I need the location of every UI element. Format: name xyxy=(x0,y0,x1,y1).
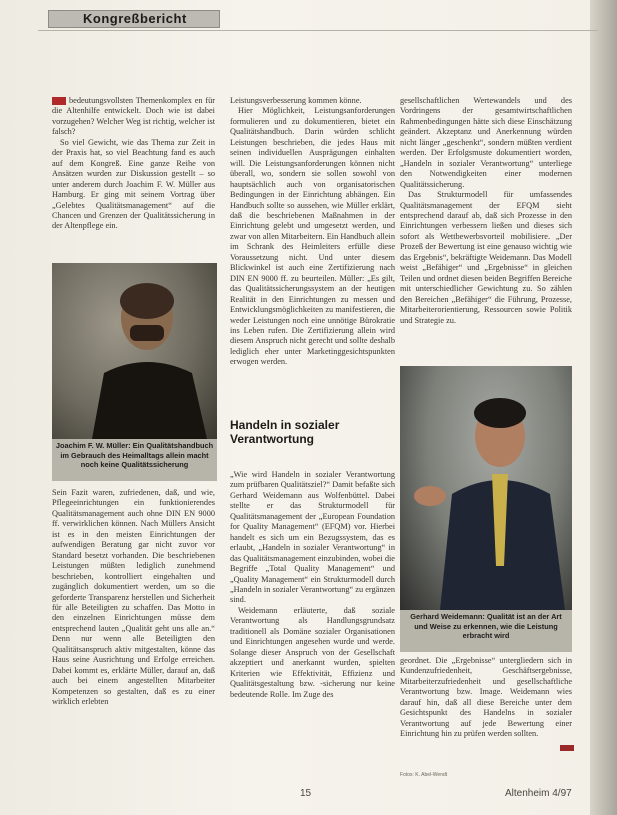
portrait-illustration xyxy=(52,263,217,439)
photo-credit: Fotos: K. Abel-Wendt xyxy=(400,772,448,778)
section-header xyxy=(48,10,220,28)
speaker-photo-weidemann xyxy=(400,366,572,610)
column-1-continuation xyxy=(52,488,215,708)
speaker-illustration xyxy=(400,366,572,610)
column-3-lower-text xyxy=(400,656,572,740)
col3-paragraph-1: gesellschaftlichen Wertewandels und des Vordringens der gesamtwirtschaftlichen Rahmenbedingungen hätte sich diese Einschätzung geändert. Akzeptanz und Anerkennung würden nicht länger „geschenkt“, sondern müßten verdient werden. Der Erfolgsmuste dokumentiert worden, „Handeln in sozialer Verantwortung“ unterliege den Notwendigkeiten einer modernen Qualitätssicherung. xyxy=(400,96,572,189)
col2b-paragraph-2: Weidemann erläuterte, daß soziale Verantwortung als Handlungsgrundsatz traditionell als Domäne sozialer Organisationen und Einrichtungen angesehen wurde und werde. Solange dieser Anspruch von der Gesellschaft akzeptiert und anerkannt wurden, spielten Kriterien wie Effektivität, Effizienz und Qualitätsgestaltung bzw. -sicherung nur keine bedeutende Rolle. Im Zuge des xyxy=(230,605,395,699)
col2-paragraph-2: Hier Möglichkeit, Leistungsanforderungen formulieren und zu dokumentieren, bietet ein Qualitätshandbuch. Darin würden schlicht Leistungen beschrieben, die jedes Haus mit seinen individuellen Ausprägungen einhalten will. Die Leistungsanforderungen können nicht überall, wo, sondern sie sollen sowohl von hauptsächlich auch von organisatorischen Bedingungen in der Einrichtung abhängen. Ein Handbuch sollte so aussehen, wie Müller erklärt, daß die beschriebenen Maßnahmen in der Einrichtung gelebt und umgesetzt werden, und zwar von allen Mitarbeitern. Ein Handbuch allein im Schrank des Heimleiters erfülle diese Voraussetzung nicht. Und unter diesem Blickwinkel ist auch eine Zertifizierung nach DIN EN 9000 ff. zu beurteilen. Müller: „Es gilt, das Qualitätssicherungssystem an der heutigen Realität in den Einrichtungen zu messen und Entwicklungsmöglichkeiten zu manifestieren, die weder Leistungen noch eine unnötige Bürokratie ins Leben rufen. Die Zertifizierung allein wird diesem Anspruch nicht gerecht und sollte deshalb lediglich eher unter Marketinggesichtspunkten erwogen werden. xyxy=(230,106,395,367)
col2b-paragraph-1: „Wie wird Handeln in sozialer Verantwortung zum prüfbaren Qualitätsziel?“ Damit befaßte sich Gerhard Weidemann aus Wolfenbüttel. Dabei stellte er das Strukturmodell für Qualitätsmanagement der „European Foundation for Quality Management“ (EFQM) vor. Hierbei handelt es sich um ein Bezugssystem, das es erlaubt, „Handeln in sozialer Verantwortung“ in das Qualitätsmanagement einzubinden, wobei die Begriffe „Total Quality Management“ und „Quality Management“ ein Strukturmodell durch „Handeln in sozialer Verantwortung“ zu ergänzen sind. xyxy=(230,470,395,605)
col2-paragraph-1: Leistungsverbesserung kommen könne. xyxy=(230,96,362,105)
section-title: Kongreßbericht xyxy=(83,11,187,26)
portrait-photo-mueller xyxy=(52,263,217,439)
column-2-lower-text xyxy=(230,470,395,700)
column-3-text xyxy=(400,96,572,326)
article-end-marker xyxy=(560,745,574,751)
col1-continuation-text: Sein Fazit waren, zufriedenen, daß, und wie, Pflegeeinrichtungen ein funktionierendes Qualitätsmanagement auch ohne DIN EN 9000 ff. verwirklichen können. Nach Müllers Ansicht ist es in den meisten Einrichtungen der aufwendigen Beratung gar nicht zuvor vor Standard besetzt vorhanden. Die beschriebenen Leistungen müßten lediglich zunehmend beschrieben, kontrolliert eingehalten und zugänglich dokumentiert werden, um so die geforderte Transparenz herstellen und Sicherheit für alle Beteiligten zu schaffen. Das Motto in den einzelnen Einrichtungen müsse dem entsprechend lauten „Qualität geht uns alle an.“ Denn nur wenn alle Beteiligten den Qualitätsanspruch aktiv mitgestalten, könne das Haus seine Ausrichtung und Erfolge erreichen. Dabei kommt es, erklärte Müller, darauf an, daß auch bei einem angestellten Mitarbeiter Kompetenzen so gestalten, daß es zu einer wirklich erlebten xyxy=(52,488,215,707)
photo-caption-mueller: Joachim F. W. Müller: Ein Qualitätshandbuch im Gebrauch des Heimalltags allein macht noch keine Qualitätssicherung xyxy=(52,439,217,481)
col1-paragraph-1: bedeutungsvollsten Themenkomplex en für die Altenhilfe entwickelt. Doch wie ist dabei vorzugehen? Welcher Weg ist richtig, welcher ist falsch? xyxy=(52,96,215,137)
col3-paragraph-2: Das Strukturmodell für umfassendes Qualitätsmanagement der EFQM sieht entsprechend darauf ab, daß sich Prozesse in den Einrichtungen verbessern ließen und dieses sich sofort als Wettbewerbsvorteil mobilisiere. „Der Prozeß der Bewertung ist eine genauso wichtig wie das Ergebnis“, bekräftigte Weidemann. Das Modell weist „Befähiger“ und „Ergebnisse“ in gleichen Teilen und ordnet diesen beiden Begriffen Bereiche mit unterschiedlicher Gewichtung zu. So zählen den Bereichen „Befähiger“ die Führung, Prozesse, Mitarbeiterorientierung, Ressourcen sowie Politik und Strategie zu. xyxy=(400,190,572,325)
column-2-text xyxy=(230,96,395,368)
section-subheading: Handeln in sozialer Verantwortung xyxy=(230,418,340,446)
header-rule xyxy=(38,30,598,31)
column-1-text xyxy=(52,96,215,232)
col3b-paragraph-1: geordnet. Die „Ergebnisse“ untergliedern sich in Kundenzufriedenheit, Geschäftsergebnisse, Mitarbeiterzufriedenheit und gesellschaftliche Verantwortung bzw. Image. Weidemann wies darauf hin, daß all diese Bereiche unter dem Gesichtspunkt des Handelns in sozialer Verantwortung auf jede Bewertung einer Einrichtung hin zu prüfen werden sollten. xyxy=(400,656,572,739)
page-edge-shadow xyxy=(590,0,617,815)
magazine-issue: Altenheim 4/97 xyxy=(505,788,572,799)
article-start-marker xyxy=(52,97,66,105)
col1-paragraph-2: So viel Gewicht, wie das Thema zur Zeit in der Praxis hat, so viel Beachtung fand es auch auf dem Kongreß. Eine ganze Reihe von Ansätzen wurden zur Diskussion gestellt – so unter anderem durch Joachim F. W. Müller aus Hamburg. Er ging mit seinem Vortrag über „Gelebtes Qualitätsmanagement“ auf die Chancen und Grenzen der Qualitätssicherung in der Altenpflege ein. xyxy=(52,137,215,231)
page-number: 15 xyxy=(300,788,312,799)
photo-caption-weidemann: Gerhard Weidemann: Qualität ist an der Art und Weise zu erkennen, wie die Leistung erbracht wird xyxy=(400,610,572,652)
